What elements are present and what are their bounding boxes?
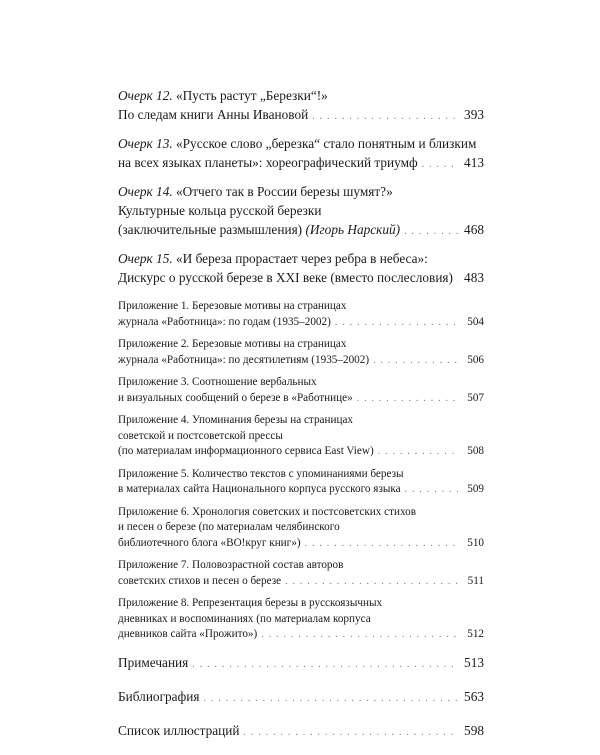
toc-entry-appendix-6: Приложение 6. Хронология советских и постсоветских стихов и песен о березе (по материалам челябинского библиотечного блога «ВО!круг книг») . . . 510 [118,505,484,552]
toc-entry-appendix-2: Приложение 2. Березовые мотивы на страницах журнала «Работница»: по десятилетиям (1935–2002) . . . 506 [118,337,484,368]
page-number: 512 [467,628,484,640]
page-number: 513 [464,654,484,670]
page-number: 511 [467,574,484,587]
toc-entry-bibliography: Библиография . . . 563 [118,687,484,708]
table-of-contents [118,86,484,755]
page-number: 506 [467,353,484,366]
toc-entry-essay-15: Очерк 15. «И береза прорастает через ребра в небеса»: Дискурс о русской березе в XXI веке (вместо послесловия) . . . 483 [118,249,484,289]
toc-entry-notes: Примечания . . . 513 [118,653,484,674]
toc-entry-essay-14: Очерк 14. «Отчего так в России березы шумят?» Культурные кольца русской березки (заключительные размышления) (Игорь Нарский) . . . 468 [118,182,484,241]
author-name: (Игорь Нарский) [305,222,401,237]
page-number: 507 [467,391,484,404]
toc-entry-illustrations: Список иллюстраций . . . 598 [118,721,484,742]
page-number: 504 [467,315,484,328]
toc-entry-appendix-1: Приложение 1. Березовые мотивы на страницах журнала «Работница»: по годам (1935–2002) . . . 504 [118,299,484,330]
page-number: 598 [464,722,484,738]
page-number: 483 [464,270,484,285]
page-number: 468 [464,222,484,237]
page-number: 509 [467,483,484,495]
toc-entry-appendix-4: Приложение 4. Упоминания березы на страницах советской и постсоветской прессы (по материалам информационного сервиса East View) . . . 508 [118,413,484,460]
toc-entry-essay-13: Очерк 13. «Русское слово „березка“ стало понятным и близким на всех языках планеты»: хореографический триумф . . . 413 [118,134,484,174]
toc-entry-essay-12: Очерк 12. «Пусть растут „Березки“!» По следам книги Анны Ивановой . . . 393 [118,86,484,126]
toc-entry-appendix-8: Приложение 8. Репрезентация березы в русскоязычных дневниках и воспоминаниях (по материалам корпуса дневников сайта «Прожито») . . . 512 [118,596,484,643]
page-number: 563 [464,688,484,704]
page-number: 393 [464,107,484,122]
toc-entry-appendix-5: Приложение 5. Количество текстов с упоминаниями березы в материалах сайта Национального корпуса русского языка . . . 509 [118,467,484,498]
page-number: 413 [464,155,484,170]
page-number: 508 [467,445,484,457]
page-number: 510 [467,536,484,549]
toc-entry-appendix-7: Приложение 7. Половозрастной состав авторов советских стихов и песен о березе . . . 511 [118,558,484,589]
toc-entry-appendix-3: Приложение 3. Соотношение вербальных и визуальных сообщений о березе в «Работнице» . . . 507 [118,375,484,406]
